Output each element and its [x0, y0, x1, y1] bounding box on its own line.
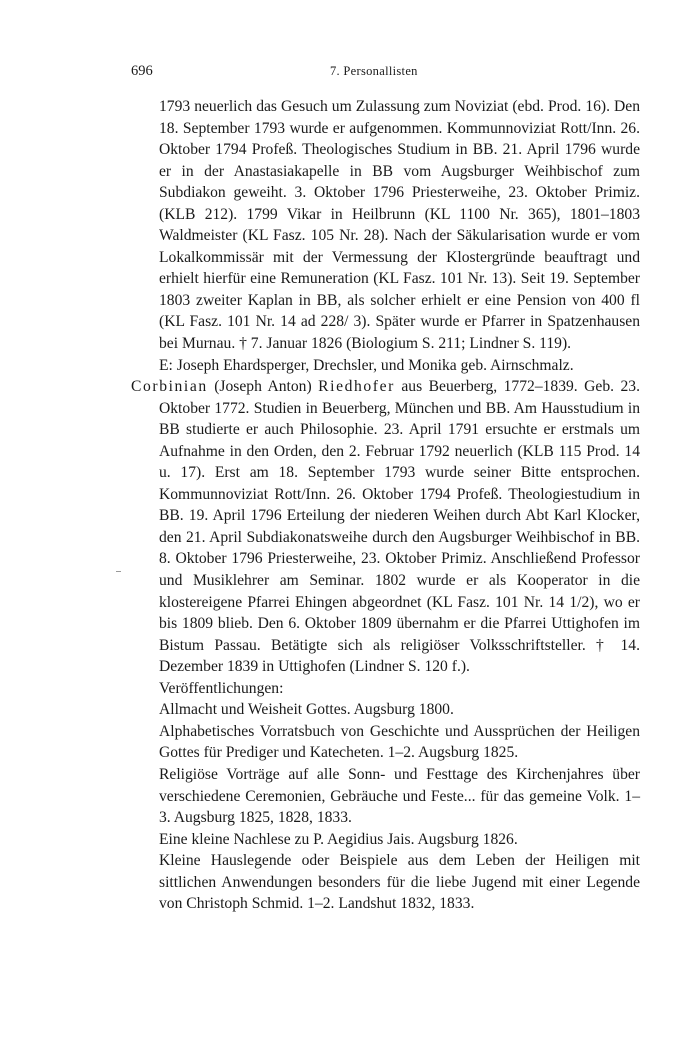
page-number: 696 — [131, 63, 153, 79]
entry-name-first: Corbinian — [131, 378, 208, 396]
running-head: 7. Personallisten — [330, 64, 418, 78]
entry-parents: E: Joseph Ehardsperger, Drechsler, und Monika geb. Airnschmalz. — [159, 356, 574, 374]
publication-item: Alphabetisches Vorratsbuch von Geschichte und Aussprüchen der Heiligen Gottes für Prediger und Katecheten. 1–2. Augsburg 1825. — [159, 722, 640, 762]
entry-name-mid: (Joseph Anton) — [207, 378, 319, 396]
margin-mark — [116, 571, 121, 572]
entry-text: aus Beuerberg, 1772–1839. Geb. 23. Oktober 1772. Studien in Beuerberg, München und BB. Am Hausstudium in BB studierte er auch Philosophie. 23. April 1791 ersuchte er erstmals um Aufnahme in den Orden, den 2. Februar 1792 neuerlich (KLB 115 Prod. 14 u. 17). Erst am 18. September 1793 wurde seiner Bitte entsprochen. Kommunnoviziat Rott/Inn. 26. Oktober 1794 Profeß. Theologiestudium in BB. 19. April 1796 Erteilung der niederen Weihen durch Abt Karl Klocker, den 21. April Subdiakonatsweihe durch den Augsburger Weihbischof in BB. 8. Oktober 1796 Priesterweihe, 23. Oktober Primiz. Anschließend Professor und Musiklehrer am Seminar. 1802 wurde er als Kooperator in die klostereigene Pfarrei Ehingen abgeordnet (KL Fasz. 101 Nr. 14 1/2), wo er bis 1809 blieb. Den 6. Oktober 1809 übernahm er die Pfarrei Uttighofen im Bistum Passau. Betätigte sich als religiöser Volksschriftsteller. † 14. Dezember 1839 in Uttighofen (Lindner S. 120 f.). — [159, 378, 641, 676]
body-text — [131, 96, 640, 915]
entry-continuation: 1793 neuerlich das Gesuch um Zulassung zum Noviziat (ebd. Prod. 16). Den 18. September 1793 wurde er aufgenommen. Kommunnoviziat Rott/Inn. 26. Oktober 1794 Profeß. Theologisches Studium in BB. 21. April 1796 wurde er in der Anastasiakapelle in BB vom Augsburger Weihbischof zum Subdiakon geweiht. 3. Oktober 1796 Priesterweihe, 23. Oktober Primiz. (KLB 212). 1799 Vikar in Heilbrunn (KL 1100 Nr. 365), 1801–1803 Waldmeister (KL Fasz. 105 Nr. 28). Nach der Säkularisation wurde er vom Lokalkommissär mit der Vermessung der Klostergründe beauftragt und erhielt hierfür eine Remuneration (KL Fasz. 101 Nr. 13). Seit 19. September 1803 zweiter Kaplan in BB, als solcher erhielt er eine Pension von 400 fl (KL Fasz. 101 Nr. 14 ad 228/ 3). Später wurde er Pfarrer in Spatzenhausen bei Murnau. † 7. Januar 1826 (Biologium S. 211; Lindner S. 119). — [159, 98, 640, 353]
publication-item: Eine kleine Nachlese zu P. Aegidius Jais. Augsburg 1826. — [159, 830, 518, 848]
publication-item: Kleine Hauslegende oder Beispiele aus dem Leben der Heiligen mit sittlichen Anwendungen besonders für die liebe Jugend mit einer Legende von Christoph Schmid. 1–2. Landshut 1832, 1833. — [159, 852, 640, 913]
entry-riedhofer — [131, 376, 640, 678]
publications — [131, 678, 640, 915]
publications-heading: Veröffentlichungen: — [159, 679, 284, 697]
publication-item: Religiöse Vorträge auf alle Sonn- und Festtage des Kirchenjahres über verschiedene Ceremonien, Gebräuche und Feste... für das gemeine Volk. 1–3. Augsburg 1825, 1828, 1833. — [159, 765, 640, 827]
publication-item: Allmacht und Weisheit Gottes. Augsburg 1800. — [159, 701, 454, 719]
entry-name-last: Riedhofer — [318, 378, 395, 396]
